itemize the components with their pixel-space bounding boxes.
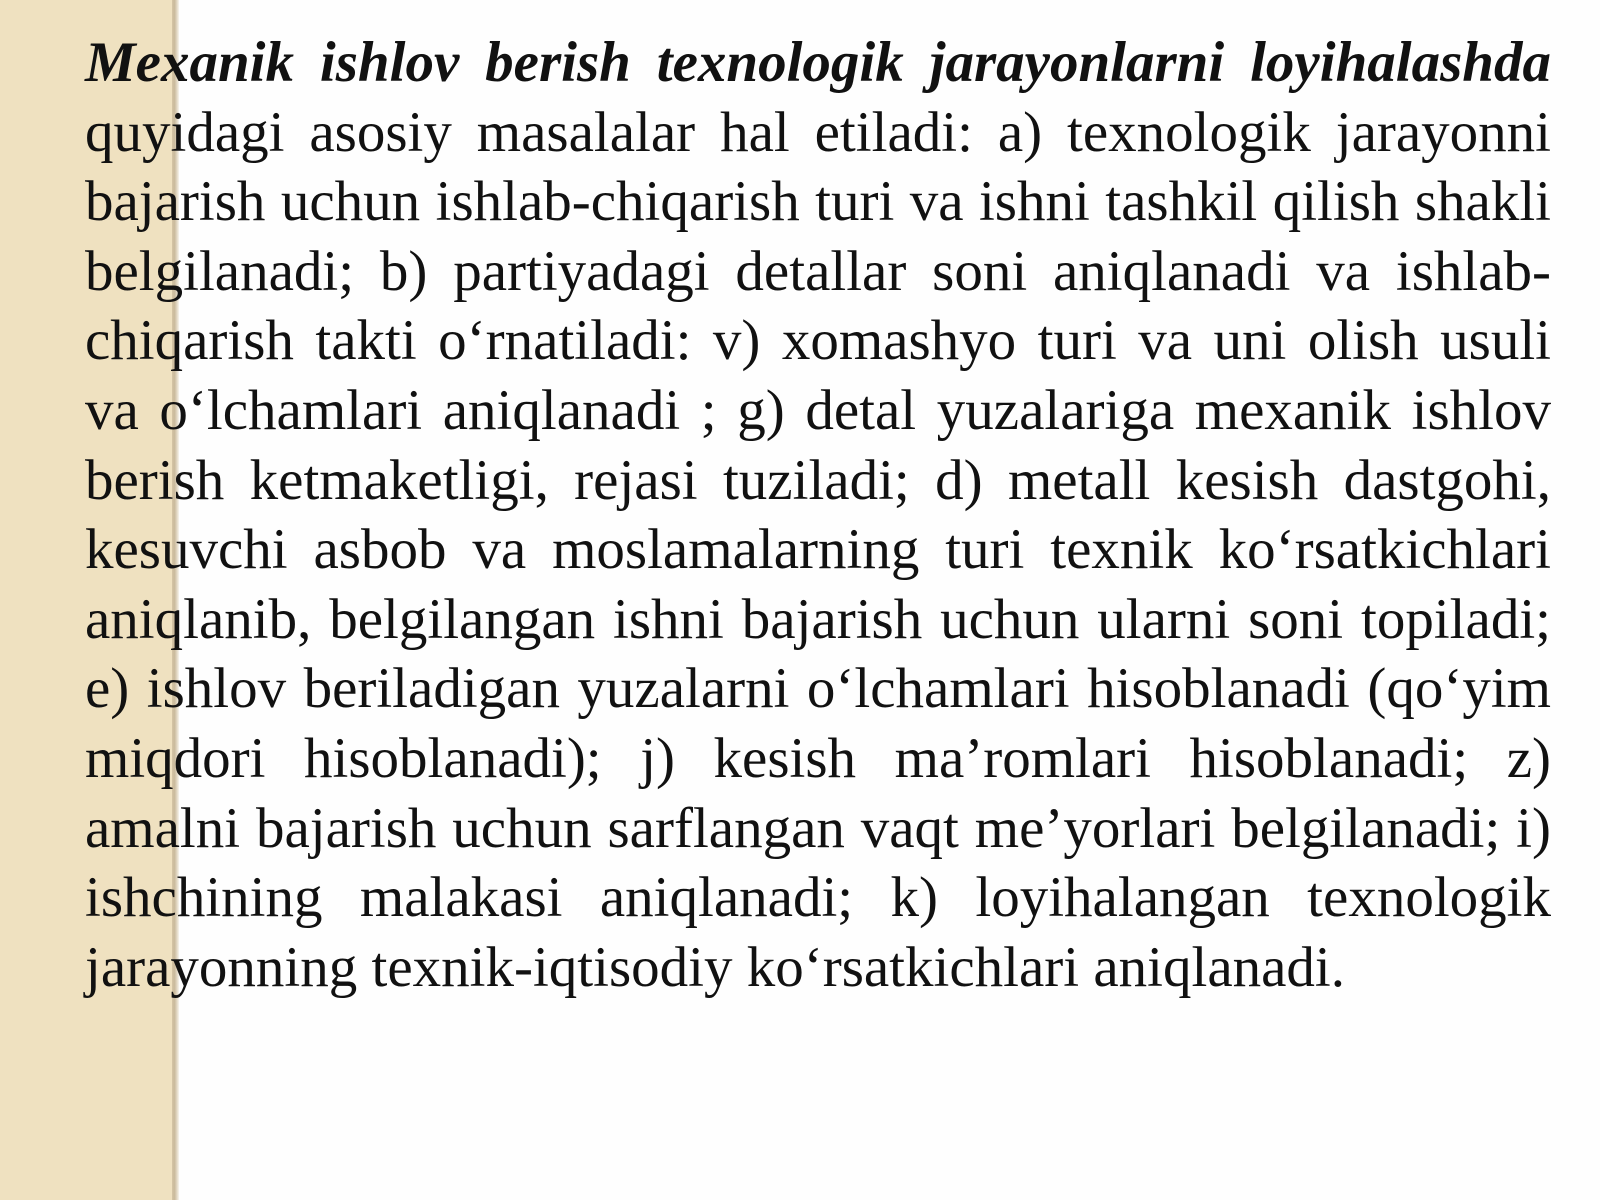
slide-body-text — [85, 28, 1551, 1002]
body-text: quyidagi asosiy masalalar hal etiladi: a) texnologik jarayonni bajarish uchun ishlab-chiqarish turi va ishni tashkil qilish shakli belgilanadi; b) partiyadagi detallar soni aniqlanadi va ishlab-chiqarish takti o‘rnatiladi: v) xomashyo turi va uni olish usuli va o‘lchamlari aniqlanadi ; g) detal yuzalariga mexanik ishlov berish ketmaketligi, rejasi tuziladi; d) metall kesish dastgohi, kesuvchi asbob va moslamalarning turi texnik ko‘rsatkichlari aniqlanib, belgilangan ishni bajarish uchun ularni soni topiladi; e) ishlov beriladigan yuzalarni o‘lchamlari hisoblanadi (qo‘yim miqdori hisoblanadi); j) kesish ma’romlari hisoblanadi; z) amalni bajarish uchun sarflangan vaqt me’yorlari belgilanadi; i) ishchining malakasi aniqlanadi; k) loyihalangan texnologik jarayonning texnik-iqtisodiy ko‘rsatkichlari aniqlanadi. — [85, 100, 1551, 999]
lead-phrase: Mexanik ishlov berish texnologik jarayonlarni loyihalashda — [85, 31, 1551, 94]
